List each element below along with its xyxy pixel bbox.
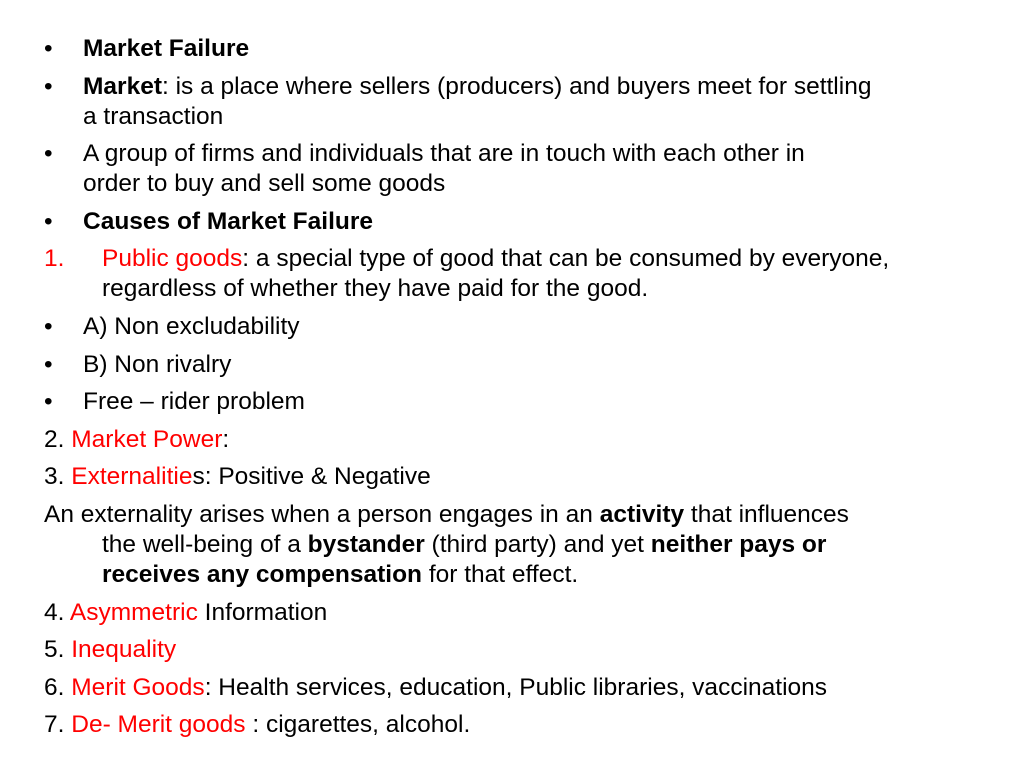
free-rider-text: Free – rider problem	[83, 388, 305, 416]
list-number: 1.	[44, 245, 65, 273]
externality-bold-activity: activity	[599, 500, 685, 528]
heading-causes: Causes of Market Failure	[83, 207, 374, 235]
merit-goods-text: : Health services, education, Public libraries, vaccinations	[204, 673, 828, 701]
externality-text-2: that influences	[684, 500, 849, 528]
list-number: 4.	[44, 598, 70, 626]
externality-text-4: (third party) and yet	[424, 530, 651, 558]
term-asymmetric: Asymmetric	[69, 598, 198, 626]
market-definition-text: : is a place where sellers (producers) and buyers meet for settling	[161, 72, 872, 100]
bullet-non-excludability	[44, 312, 1010, 342]
externality-definition	[44, 500, 1010, 590]
asymmetric-text: Information	[197, 598, 328, 626]
public-goods-continuation: regardless of whether they have paid for the good.	[102, 275, 649, 303]
bullet-marker: •	[44, 388, 53, 416]
externalities-text: s: Positive & Negative	[192, 463, 431, 491]
list-number: 3.	[44, 463, 72, 491]
bullet-market-definition	[44, 72, 1010, 132]
externality-text-1: An externality arises when a person engages in an	[44, 500, 600, 528]
list-number: 5.	[44, 636, 72, 664]
term-market-power: Market Power	[71, 425, 223, 453]
item-asymmetric-information	[44, 598, 1010, 628]
term-inequality: Inequality	[71, 636, 177, 664]
demerit-goods-text: : cigarettes, alcohol.	[245, 711, 471, 739]
bullet-marker: •	[44, 140, 53, 168]
bullet-group-of-firms	[44, 139, 1010, 199]
heading-market-failure: Market Failure	[83, 35, 250, 62]
bullet-marker: •	[44, 207, 53, 235]
list-number: 7.	[44, 711, 72, 739]
term-market: Market	[83, 72, 162, 100]
externality-bold-neither: neither pays or	[650, 530, 827, 558]
bullet-causes	[44, 207, 1010, 237]
bullet-non-rivalry	[44, 350, 1010, 380]
item-market-power	[44, 425, 1010, 455]
externality-bold-bystander: bystander	[307, 530, 425, 558]
term-demerit-goods: De- Merit goods	[71, 711, 246, 739]
externality-text-3: the well-being of a	[102, 530, 308, 558]
bullet-free-rider	[44, 387, 1010, 417]
bullet-market-failure	[44, 34, 1010, 64]
group-of-firms-continuation: order to buy and sell some goods	[83, 170, 446, 198]
list-number: 6.	[44, 673, 72, 701]
item-externalities	[44, 462, 1010, 492]
item-inequality	[44, 635, 1010, 665]
bullet-marker: •	[44, 35, 53, 62]
bullet-marker: •	[44, 312, 53, 340]
externality-bold-compensation: receives any compensation	[102, 560, 423, 588]
list-number: 2.	[44, 425, 72, 453]
bullet-marker: •	[44, 72, 53, 100]
term-public-goods: Public goods	[102, 245, 243, 273]
term-merit-goods: Merit Goods	[71, 673, 205, 701]
non-rivalry-text: B) Non rivalry	[83, 350, 232, 378]
item-demerit-goods	[44, 710, 1010, 740]
public-goods-text: : a special type of good that can be consumed by everyone,	[242, 245, 890, 273]
market-definition-continuation: a transaction	[83, 102, 224, 130]
externality-text-5: for that effect.	[422, 560, 579, 588]
numbered-public-goods	[44, 244, 1010, 304]
group-of-firms-text: A group of firms and individuals that are in touch with each other in	[83, 140, 805, 168]
term-externalities: Externalitie	[71, 463, 193, 491]
item-merit-goods	[44, 673, 1010, 703]
bullet-marker: •	[44, 350, 53, 378]
market-power-text: :	[222, 425, 230, 453]
non-excludability-text: A) Non excludability	[83, 312, 300, 340]
